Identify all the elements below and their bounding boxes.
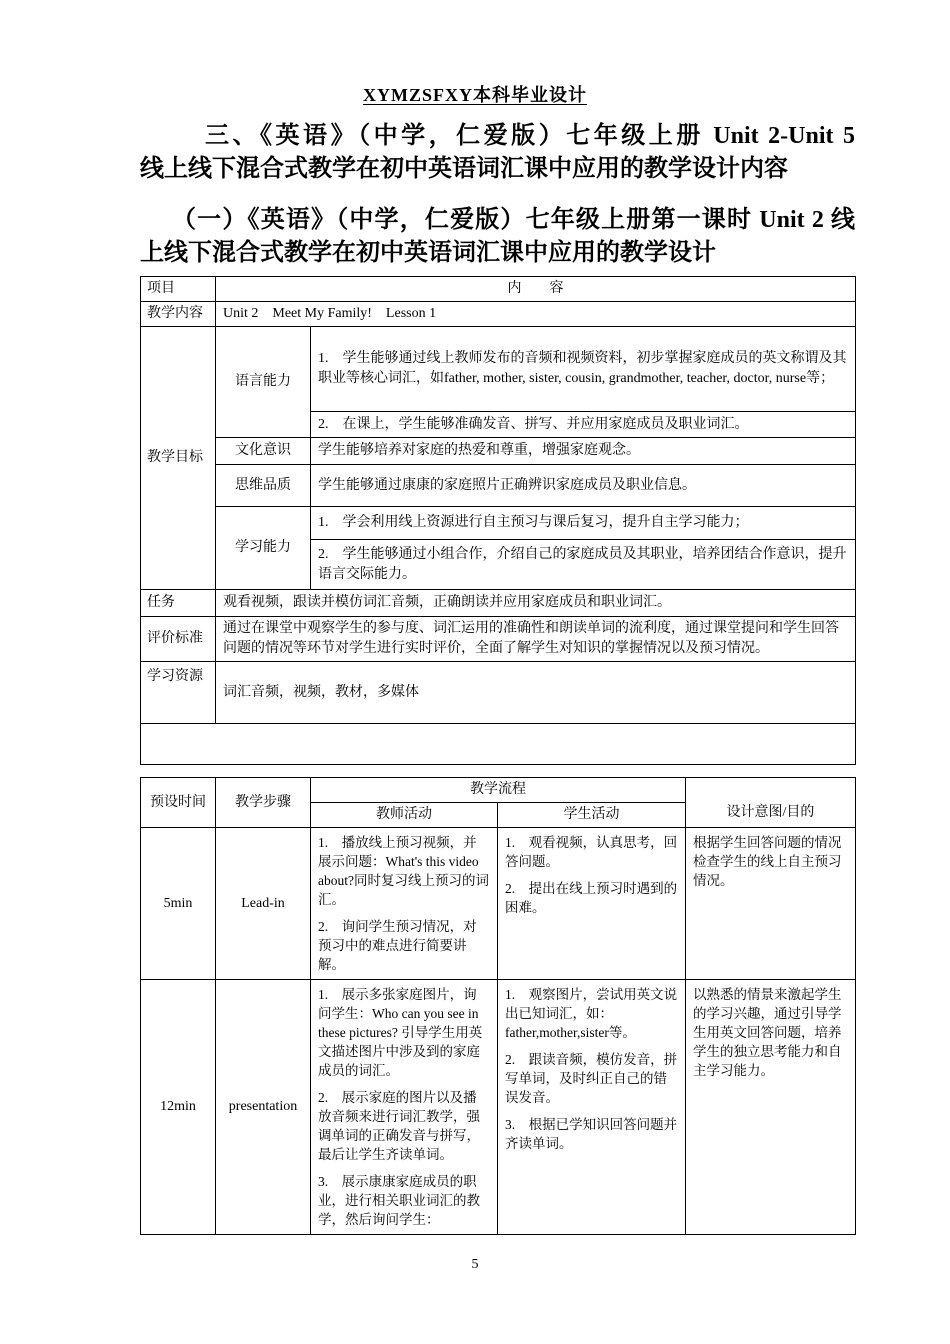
time-header-cell: 预设时间 bbox=[141, 778, 216, 828]
empty-row-cell bbox=[141, 724, 856, 765]
table-row bbox=[141, 662, 856, 724]
student-activity-header-cell: 学生活动 bbox=[498, 803, 686, 828]
thinking-quality-text: 学生能够通过康康的家庭照片正确辨识家庭成员及职业信息。 bbox=[311, 465, 856, 507]
lesson-overview-table bbox=[140, 276, 856, 765]
activity-item-1: 1. 观察图片，尝试用英文说出已知词汇，如：father,mother,sister等。 bbox=[505, 987, 678, 1040]
subsection-title-line1: （一）《英语》（中学，仁爱版）七年级上册第一课时 Unit 2 线 bbox=[172, 207, 855, 233]
teaching-content-value: Unit 2 Meet My Family! Lesson 1 bbox=[216, 302, 856, 327]
evaluation-text: 通过在课堂中观察学生的参与度、词汇运用的准确性和朗读单词的流利度，通过课堂提问和学生回答问题的情况等环节对学生进行实时评价，全面了解学生对知识的掌握情况以及预习情况。 bbox=[216, 617, 856, 662]
flow-header-cell: 教学流程 bbox=[311, 778, 686, 803]
table-row bbox=[141, 778, 856, 803]
table-row bbox=[141, 507, 856, 540]
activity-item-2: 2. 询问学生预习情况，对预习中的难点进行简要讲解。 bbox=[318, 919, 477, 972]
header-content-cell: 内 容 bbox=[216, 277, 856, 302]
subsection-title-line2: 上线下混合式教学在初中英语词汇课中应用的教学设计 bbox=[140, 240, 716, 266]
intent-header-cell: 设计意图/目的 bbox=[686, 778, 856, 828]
thinking-quality-label: 思维品质 bbox=[216, 465, 311, 507]
objectives-label: 教学目标 bbox=[141, 327, 216, 590]
table-row bbox=[141, 438, 856, 465]
step-cell: presentation bbox=[216, 980, 311, 1235]
activity-item-3: 3. 根据已学知识回答问题并齐读单词。 bbox=[505, 1117, 678, 1151]
activity-item-3: 3. 展示康康家庭成员的职业，进行相关职业词汇的教学，然后询问学生： bbox=[318, 1174, 480, 1227]
table-row bbox=[141, 617, 856, 662]
resources-label: 学习资源 bbox=[141, 662, 216, 724]
step-cell: Lead-in bbox=[216, 828, 311, 980]
table-row bbox=[141, 302, 856, 327]
task-text: 观看视频，跟读并模仿词汇音频，正确朗读并应用家庭成员和职业词汇。 bbox=[216, 590, 856, 617]
section-title-line2: 线上线下混合式教学在初中英语词汇课中应用的教学设计内容 bbox=[140, 156, 788, 182]
table-row bbox=[141, 327, 856, 412]
evaluation-label: 评价标准 bbox=[141, 617, 216, 662]
culture-awareness-text: 学生能够培养对家庭的热爱和尊重，增强家庭观念。 bbox=[311, 438, 856, 465]
task-label: 任务 bbox=[141, 590, 216, 617]
table-row bbox=[141, 465, 856, 507]
table-row bbox=[141, 980, 856, 1235]
language-ability-label: 语言能力 bbox=[216, 327, 311, 438]
table-row bbox=[141, 277, 856, 302]
step-header-cell: 教学步骤 bbox=[216, 778, 311, 828]
activity-item-1: 1. 展示多张家庭图片，询问学生：Who can you see in these pictures? 引导学生用英文描述图片中涉及到的家庭成员的词汇。 bbox=[318, 987, 483, 1078]
table-row bbox=[141, 724, 856, 765]
activity-item-1: 1. 播放线上预习视频，并展示问题：What's this video about?同时复习线上预习的词汇。 bbox=[318, 835, 489, 907]
learning-ability-item2: 2. 学生能够通过小组合作，介绍自己的家庭成员及其职业，培养团结合作意识，提升语言交际能力。 bbox=[311, 540, 856, 590]
teaching-content-label: 教学内容 bbox=[141, 302, 216, 327]
student-activity-cell bbox=[498, 980, 686, 1235]
section-title-line1: 三、《英语》（中学，仁爱版）七年级上册 Unit 2-Unit 5 bbox=[205, 123, 855, 149]
language-ability-item2: 2. 在课上，学生能够准确发音、拼写、并应用家庭成员及职业词汇。 bbox=[311, 412, 856, 438]
time-cell: 5min bbox=[141, 828, 216, 980]
header-text: XYMZSFXY本科毕业设计 bbox=[363, 85, 587, 105]
teacher-activity-header-cell: 教师活动 bbox=[311, 803, 498, 828]
section-title bbox=[140, 120, 855, 186]
time-cell: 12min bbox=[141, 980, 216, 1235]
page-number: 5 bbox=[471, 1257, 479, 1272]
language-ability-item1: 1. 学生能够通过线上教师发布的音频和视频资料，初步掌握家庭成员的英文称谓及其职业等核心词汇，如father, mother, sister, cousin, grandmother, teacher, doctor, nurse等； bbox=[311, 327, 856, 412]
table-row bbox=[141, 590, 856, 617]
teacher-activity-cell bbox=[311, 828, 498, 980]
learning-ability-label: 学习能力 bbox=[216, 507, 311, 590]
design-intent-cell: 根据学生回答问题的情况检查学生的线上自主预习情况。 bbox=[686, 828, 856, 980]
document-header bbox=[0, 0, 950, 110]
header-item-cell: 项目 bbox=[141, 277, 216, 302]
design-intent-cell: 以熟悉的情景来激起学生的学习兴趣，通过引导学生用英文回答问题，培养学生的独立思考能力和自主学习能力。 bbox=[686, 980, 856, 1235]
activity-item-1: 1. 观看视频，认真思考，回答问题。 bbox=[505, 835, 678, 869]
activity-item-2: 2. 跟读音频，模仿发音，拼写单词，及时纠正自己的错误发音。 bbox=[505, 1052, 678, 1105]
teacher-activity-cell bbox=[311, 980, 498, 1235]
culture-awareness-label: 文化意识 bbox=[216, 438, 311, 465]
student-activity-cell bbox=[498, 828, 686, 980]
activity-item-2: 2. 展示家庭的图片以及播放音频来进行词汇教学，强调单词的正确发音与拼写，最后让学生齐读单词。 bbox=[318, 1090, 480, 1162]
activity-item-2: 2. 提出在线上预习时遇到的困难。 bbox=[505, 881, 678, 915]
learning-ability-item1: 1. 学会利用线上资源进行自主预习与课后复习，提升自主学习能力； bbox=[311, 507, 856, 540]
table-row bbox=[141, 828, 856, 980]
subsection-title bbox=[140, 204, 855, 270]
resources-text: 词汇音频，视频，教材，多媒体 bbox=[216, 662, 856, 724]
teaching-process-table bbox=[140, 777, 856, 1235]
